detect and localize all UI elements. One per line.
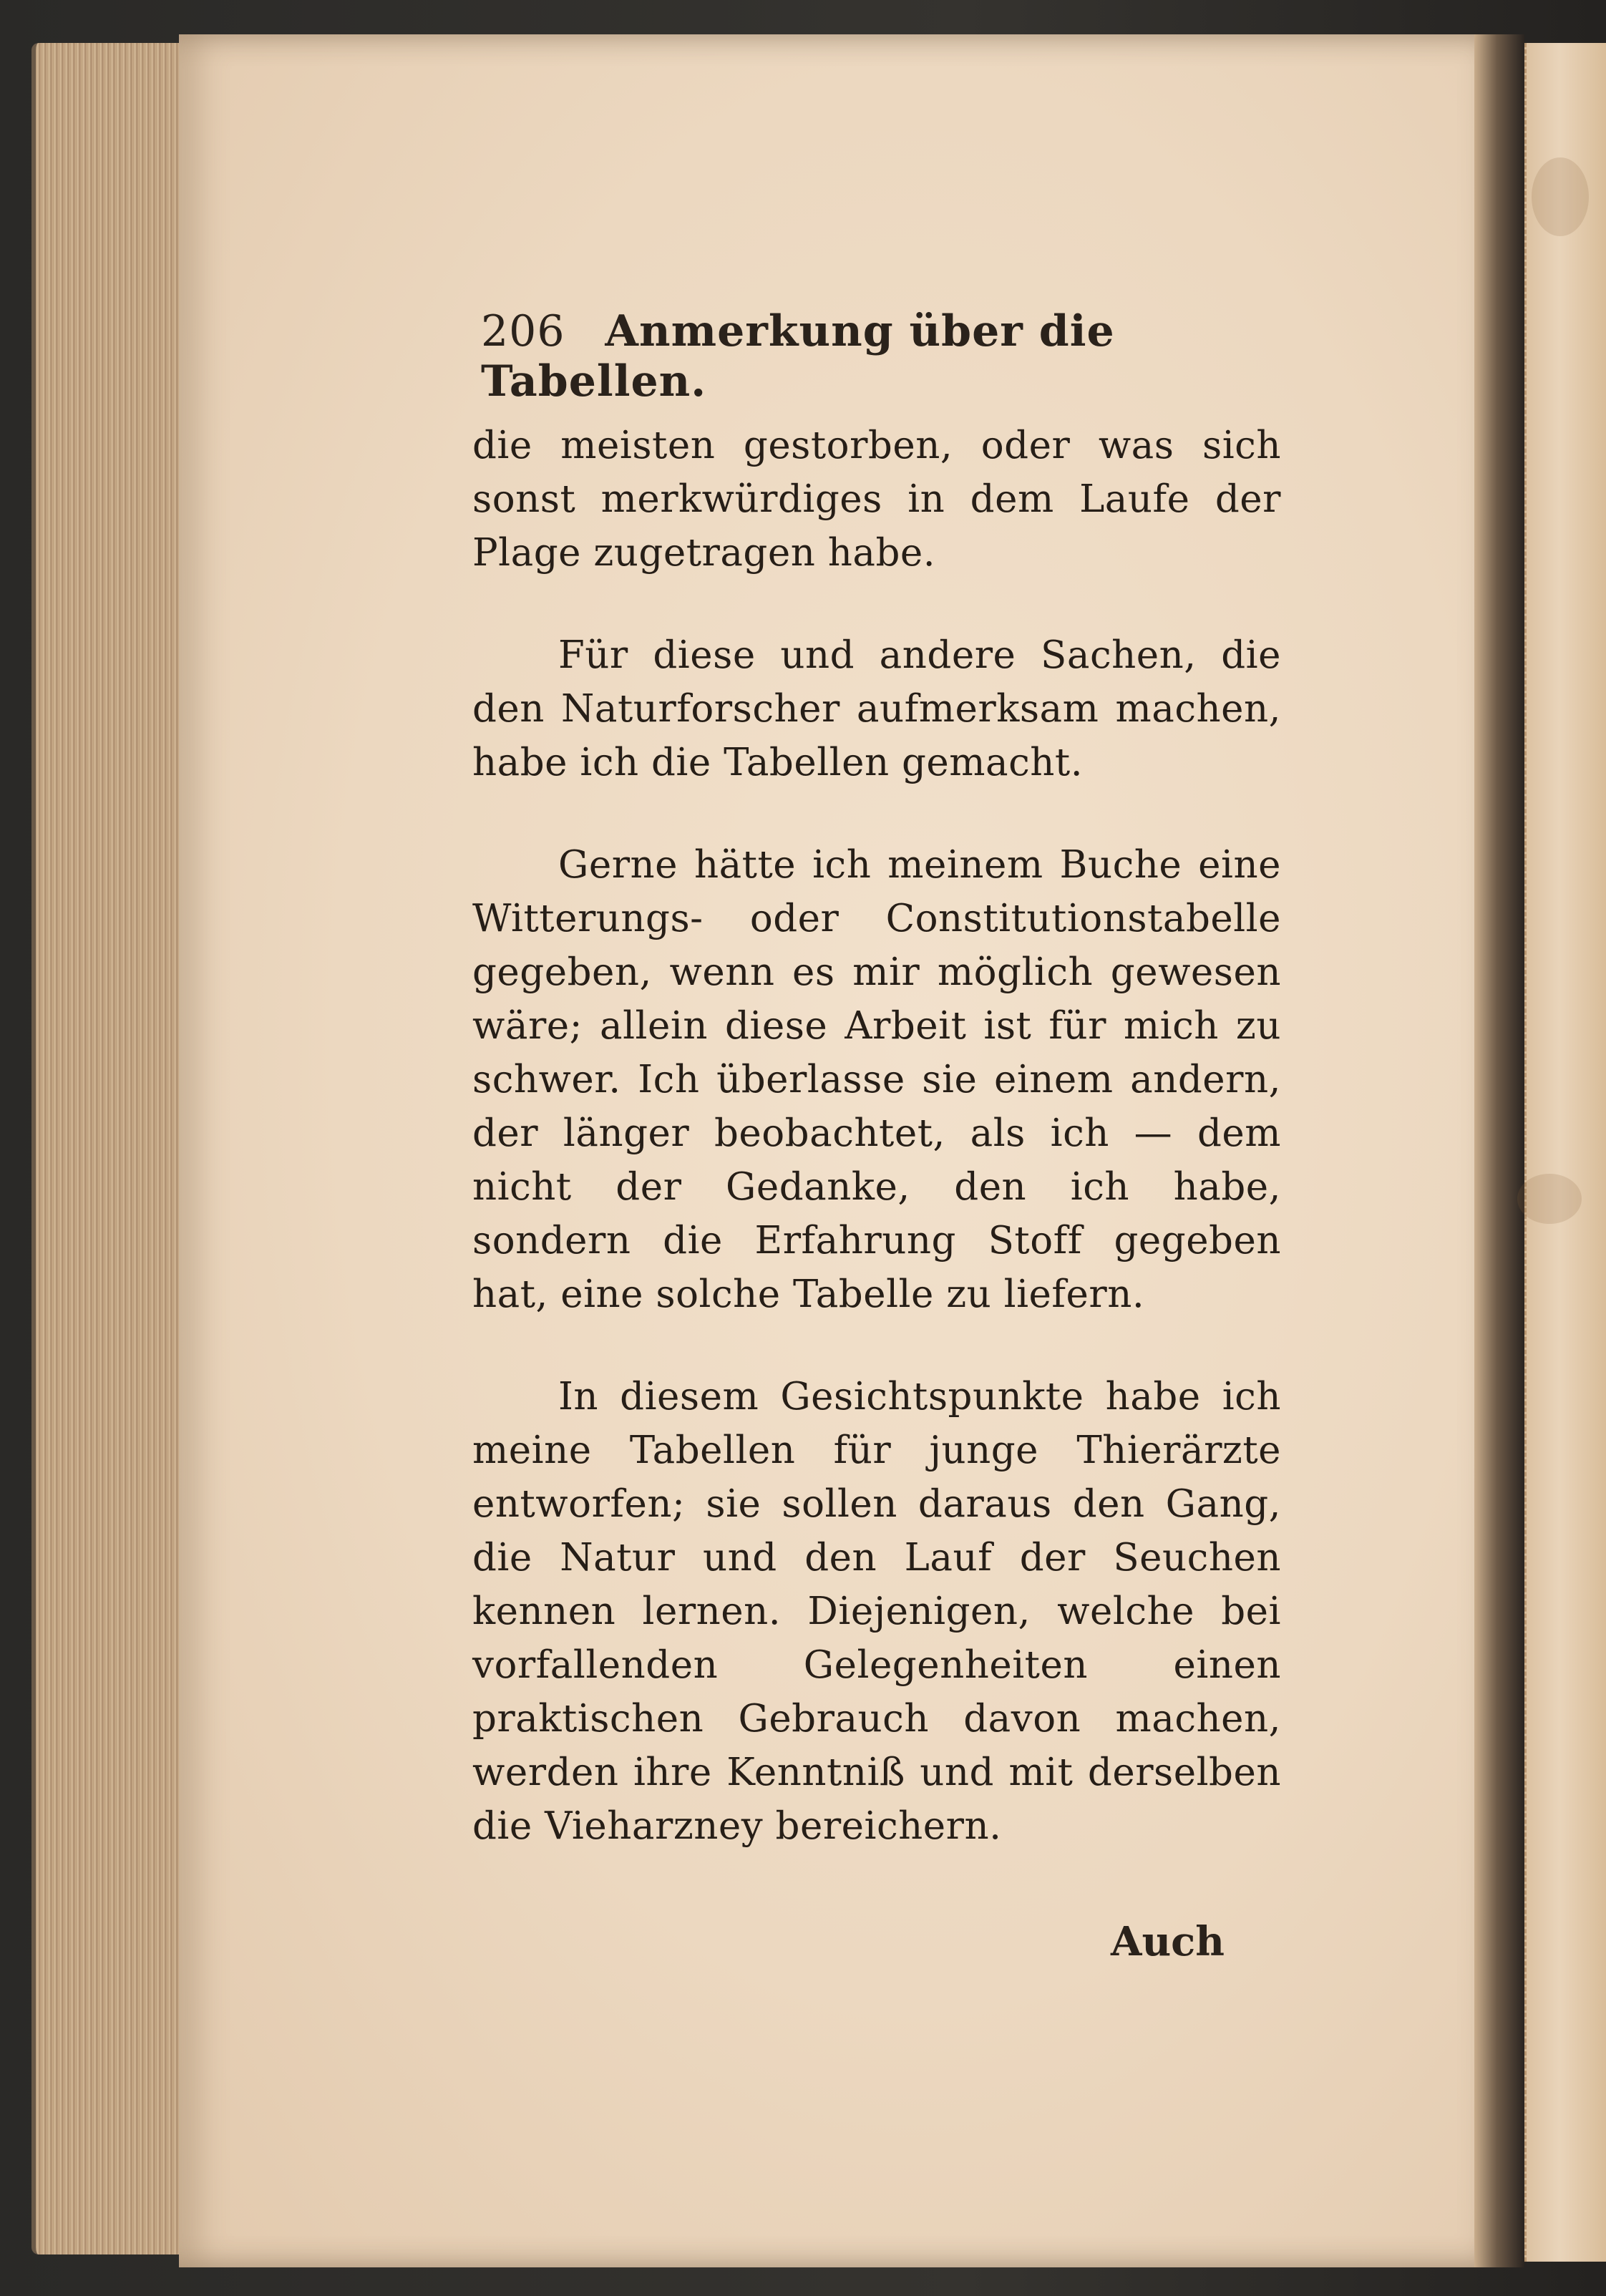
book-gutter bbox=[1474, 34, 1524, 2267]
paper-stain bbox=[1517, 1174, 1582, 1224]
running-header bbox=[481, 306, 1232, 407]
paragraph: die meisten gestorben, oder was sich sonst merkwürdiges in dem Laufe der Plage zugetragen habe. bbox=[472, 424, 1281, 575]
paragraph: In diesem Gesichtspunkte habe ich meine Tabellen für junge Thierärzte entworfen; sie sollen daraus den Gang, die Natur und den Lauf der Seuchen kennen lernen. Diejenigen, welche bei vorfallenden Gelegenheiten einen praktischen Gebrauch davon machen, werden ihre Kenntniß und mit derselben die Vieharzney bereichern. bbox=[472, 1375, 1281, 1848]
page-edges bbox=[31, 43, 193, 2254]
paragraph: Gerne hätte ich meinem Buche eine Witterungs- oder Constitutionstabelle gegeben, wenn es mir möglich gewesen wäre; allein diese Arbeit ist für mich zu schwer. Ich überlasse sie einem andern, der länger beobachtet, als ich — dem nicht der Gedanke, den ich habe, sondern die Erfahrung Stoff gegeben hat, eine solche Tabelle zu liefern. bbox=[472, 843, 1281, 1316]
catchword: Auch bbox=[1111, 1918, 1225, 1965]
running-title: Anmerkung über die Tabellen. bbox=[481, 306, 1115, 407]
facing-page-edge bbox=[1524, 43, 1606, 2262]
page-number: 206 bbox=[481, 306, 565, 356]
paragraph: Für diese und andere Sachen, die den Naturforscher aufmerksam machen, habe ich die Tabellen gemacht. bbox=[472, 633, 1281, 784]
body-text bbox=[472, 419, 1281, 1902]
paper-stain bbox=[1532, 157, 1589, 236]
